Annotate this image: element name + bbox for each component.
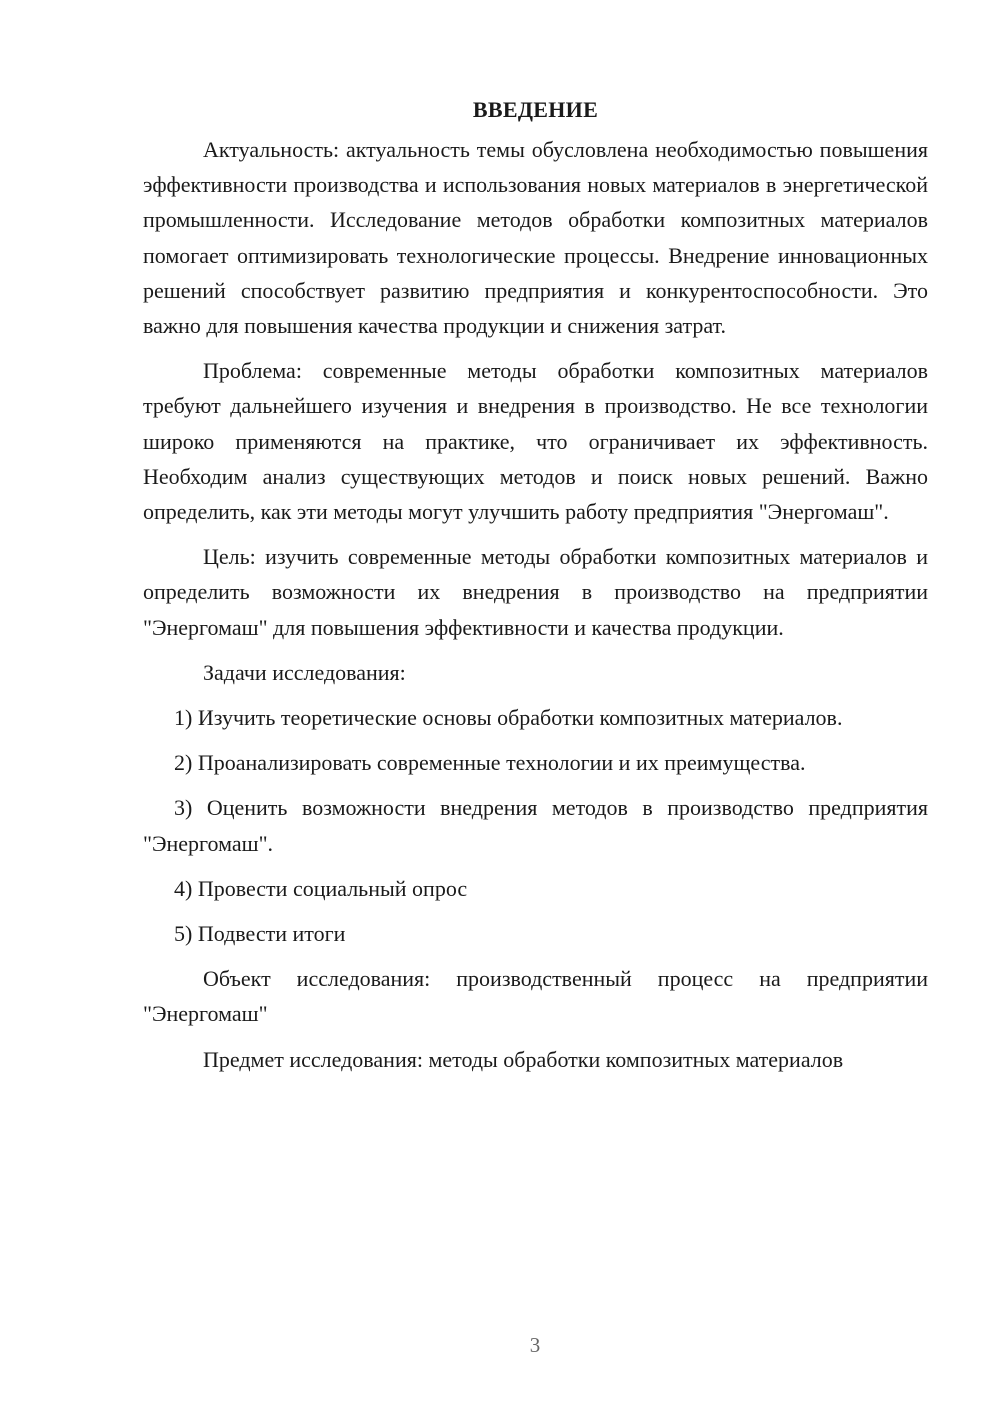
page-number: 3 — [529, 1333, 541, 1357]
paragraph-goal: Цель: изучить современные методы обработки композитных материалов и определить возможности их внедрения в производство на предприятии "Энергомаш" для повышения эффективности и качества продукции. — [143, 544, 928, 640]
task-item-5: 5) Подвести итоги — [174, 921, 346, 947]
task-item-2: 2) Проанализировать современные технологии и их преимущества. — [174, 750, 806, 776]
document-page — [143, 92, 928, 1087]
task-item-3: 3) Оценить возможности внедрения методов в производство предприятия "Энергомаш". — [143, 795, 928, 856]
paragraph-object: Объект исследования: производственный процесс на предприятии "Энергомаш" — [143, 966, 928, 1027]
task-item-4: 4) Провести социальный опрос — [174, 875, 468, 901]
page-title: ВВЕДЕНИЕ — [472, 97, 599, 122]
task-item-1: 1) Изучить теоретические основы обработки композитных материалов. — [174, 705, 843, 731]
paragraph-problem: Проблема: современные методы обработки композитных материалов требуют дальнейшего изучения и внедрения в производство. Не все технологии широко применяются на практике, что ограничивает их эффективность. Необходим анализ существующих методов и поиск новых решений. Важно определить, как эти методы могут улучшить работу предприятия "Энергомаш". — [143, 358, 928, 525]
paragraph-relevance: Актуальность: актуальность темы обусловлена необходимостью повышения эффективности производства и использования новых материалов в энергетической промышленности. Исследование методов обработки композитных материалов помогает оптимизировать технологические процессы. Внедрение инновационных решений способствует развитию предприятия и конкурентоспособности. Это важно для повышения качества продукции и снижения затрат. — [143, 137, 928, 339]
paragraph-subject: Предмет исследования: методы обработки композитных материалов — [203, 1046, 844, 1072]
tasks-heading: Задачи исследования: — [203, 659, 406, 685]
